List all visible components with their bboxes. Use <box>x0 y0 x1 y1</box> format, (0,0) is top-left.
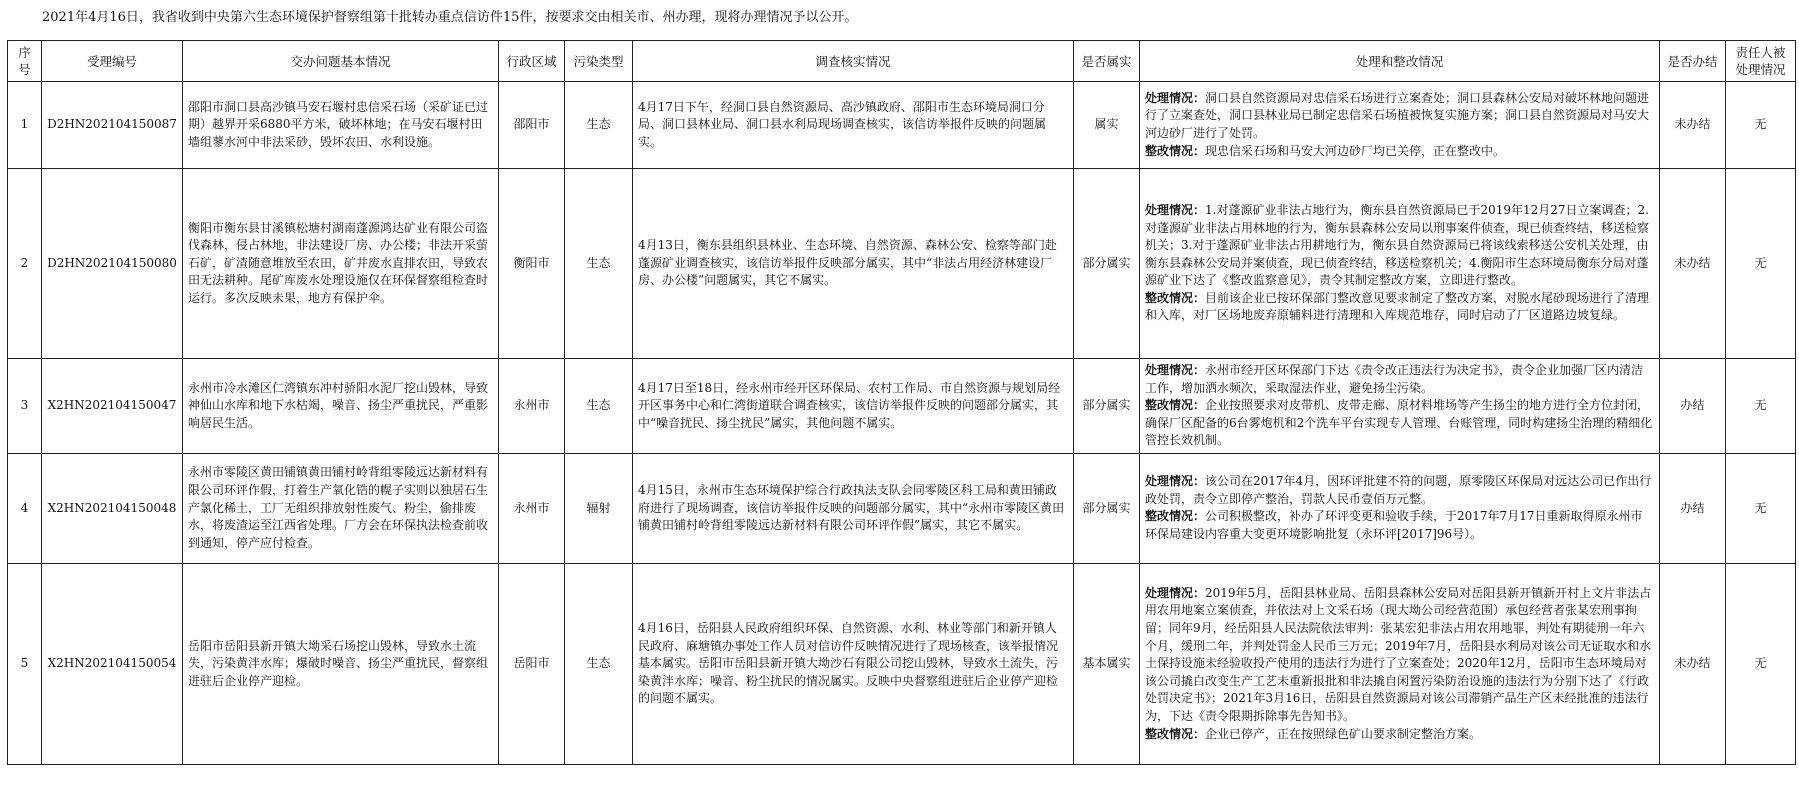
header-problem: 交办问题基本情况 <box>183 41 499 82</box>
cell-closed: 未办结 <box>1660 563 1726 764</box>
cell-closed: 办结 <box>1660 453 1726 563</box>
cell-problem: 永州市零陵区黄田铺镇黄田铺村岭背组零陵远达新材料有限公司环评作假，打着生产氧化锆的幌子实则以独居石生产氯化稀土，工厂无组织排放射性废气、粉尘，偷排废水，将废渣运至江西省处理。厂方会在环保执法检查前收到通知，停产应付检查。 <box>183 453 499 563</box>
cell-verified: 部分属实 <box>1074 359 1140 454</box>
handling-text: 永州市经开区环保部门下达《责令改正违法行为决定书》，责令企业加强厂区内清洁工作，增加洒水频次，采取湿法作业，避免扬尘污染。 <box>1145 363 1644 395</box>
handling-label: 处理情况： <box>1145 363 1206 377</box>
cell-handling <box>1140 169 1660 359</box>
cell-region: 永州市 <box>499 359 565 454</box>
handling-label: 处理情况： <box>1145 585 1206 600</box>
cell-accountability: 无 <box>1726 169 1796 359</box>
rectify-text: 企业已停产，正在按照绿色矿山要求制定整治方案。 <box>1205 726 1482 741</box>
rectify-label: 整改情况： <box>1145 509 1206 524</box>
cell-problem: 邵阳市洞口县高沙镇马安石堰村忠信采石场（采矿证已过期）越界开采6880平方米，破坏林地；在马安石堰村田墙组蓼水河中非法采砂，毁坏农田、水利设施。 <box>183 82 499 169</box>
cell-no: 3 <box>8 359 42 454</box>
handling-label: 处理情况： <box>1145 474 1206 489</box>
cell-type: 辐射 <box>565 453 633 563</box>
header-type: 污染类型 <box>565 41 633 82</box>
header-accountability: 责任人被处理情况 <box>1726 41 1796 82</box>
cell-no: 4 <box>8 453 42 563</box>
rectify-label: 整改情况： <box>1145 726 1206 741</box>
cell-closed: 办结 <box>1660 359 1726 454</box>
header-region: 行政区域 <box>499 41 565 82</box>
header-closed: 是否办结 <box>1660 41 1726 82</box>
cell-region: 岳阳市 <box>499 563 565 764</box>
cell-id: X2HN202104150054 <box>42 563 183 764</box>
table-row <box>8 359 1796 454</box>
cell-handling <box>1140 453 1660 563</box>
table-row <box>8 453 1796 563</box>
cell-handling <box>1140 82 1660 169</box>
rectify-text: 公司积极整改，补办了环评变更和验收手续，于2017年7月17日重新取得原永州市环保局建设内容重大变更环境影响批复（永环评[2017]96号）。 <box>1145 509 1643 542</box>
table-row <box>8 563 1796 764</box>
cell-id: X2HN202104150047 <box>42 359 183 454</box>
cell-handling <box>1140 563 1660 764</box>
cell-verified: 部分属实 <box>1074 169 1140 359</box>
handling-label: 处理情况： <box>1145 90 1206 105</box>
cell-accountability: 无 <box>1726 359 1796 454</box>
cell-verified: 属实 <box>1074 82 1140 169</box>
cell-accountability: 无 <box>1726 82 1796 169</box>
cell-investigation: 4月17日至18日，经永州市经开区环保局、农村工作局、市自然资源与规划局经开区事务中心和仁湾街道联合调查核实，该信访举报件反映的问题部分属实，其中“噪音扰民、扬尘扰民”属实，其他问题不属实。 <box>633 359 1074 454</box>
header-id: 受理编号 <box>42 41 183 82</box>
cell-region: 永州市 <box>499 453 565 563</box>
cell-no: 5 <box>8 563 42 764</box>
cell-accountability: 无 <box>1726 563 1796 764</box>
intro-text: 2021年4月16日，我省收到中央第六生态环境保护督察组第十批转办重点信访件15件，按要求交由相关市、州办理，现将办理情况予以公开。 <box>42 10 858 25</box>
cell-no: 2 <box>8 169 42 359</box>
table-row <box>8 82 1796 169</box>
cell-region: 衡阳市 <box>499 169 565 359</box>
rectify-label: 整改情况： <box>1145 290 1206 305</box>
handling-text: 该公司在2017年4月，因环评批建不符的问题，原零陵区环保局对远达公司已作出行政处罚，责令立即停产整治，罚款人民币壹佰万元整。 <box>1145 474 1652 506</box>
cell-no: 1 <box>8 82 42 169</box>
header-investigation: 调查核实情况 <box>633 41 1074 82</box>
cell-investigation: 4月15日，永州市生态环境保护综合行政执法支队会同零陵区科工局和黄田铺政府进行了现场调查，该信访举报件反映的问题部分属实，其中“永州市零陵区黄田铺黄田铺村岭背组零陵远达新材料有限公司环评作假”属实，其它不属实。 <box>633 453 1074 563</box>
cell-id: D2HN202104150087 <box>42 82 183 169</box>
petition-table <box>7 40 1796 765</box>
handling-label: 处理情况： <box>1145 202 1206 217</box>
cell-handling <box>1140 359 1660 454</box>
cell-type: 生态 <box>565 82 633 169</box>
cell-problem: 衡阳市衡东县甘溪镇松塘村湖南蓬源鸿达矿业有限公司盗伐森林，侵占林地，非法建设厂房、办公楼；非法开采萤石矿，矿渣随意堆放至农田，矿井废水直排农田，导致农田无法耕种。尾矿库废水处理设施仅在环保督察组检查时运行。多次反映未果，地方有保护伞。 <box>183 169 499 359</box>
cell-verified: 基本属实 <box>1074 563 1140 764</box>
cell-type: 生态 <box>565 563 633 764</box>
header-no: 序号 <box>8 41 42 82</box>
rectify-label: 整改情况： <box>1145 143 1206 158</box>
handling-text: 2019年5月，岳阳县林业局、岳阳县森林公安局对岳阳县新开镇新开村上文片非法占用农用地案立案侦查，并依法对上文采石场（现大坳公司经营范围）承包经营者张某宏刑事拘留；同年9月，经岳阳县人民法院依法审判：张某宏犯非法占用农用地罪，判处有期徒刑一年六个月，缓刑二年，并判处罚金人民币三万元；2019年7月，岳阳县水利局对该公司无证取水和水土保持设施未经验收投产使用的违法行为进行了立案查处；2020年12月，岳阳市生态环境局对该公司撬白改变生产工艺未重新报批和非法撬自闲置污染防治设施的违法行为分别下达了《行政处罚决定书》；2021年3月16日，岳阳县自然资源局对该公司滞销产品生产区未经批准的违法行为，下达《责令限期拆除事先告知书》。 <box>1145 585 1652 723</box>
rectify-label: 整改情况： <box>1145 398 1206 413</box>
cell-closed: 未办结 <box>1660 82 1726 169</box>
cell-verified: 部分属实 <box>1074 453 1140 563</box>
header-handling: 处理和整改情况 <box>1140 41 1660 82</box>
cell-closed: 未办结 <box>1660 169 1726 359</box>
cell-id: D2HN202104150080 <box>42 169 183 359</box>
header-row <box>8 41 1796 82</box>
cell-region: 邵阳市 <box>499 82 565 169</box>
cell-investigation: 4月17日下午，经洞口县自然资源局、高沙镇政府、邵阳市生态环境局洞口分局、洞口县林业局、洞口县水利局现场调查核实，该信访举报件反映的问题属实。 <box>633 82 1074 169</box>
cell-type: 生态 <box>565 359 633 454</box>
cell-type: 生态 <box>565 169 633 359</box>
cell-id: X2HN202104150048 <box>42 453 183 563</box>
table-row <box>8 169 1796 359</box>
cell-problem: 永州市冷水滩区仁湾镇东冲村骄阳水泥厂挖山毁林，导致神仙山水库和地下水枯竭，噪音、扬尘严重扰民，严重影响居民生活。 <box>183 359 499 454</box>
handling-text: 1.对蓬源矿业非法占地行为，衡东县自然资源局已于2019年12月27日立案调查；2.对蓬源矿业非法占用林地的行为，衡东县森林公安局以刑事案件侦查，现已侦查终结，移送检察机关；3.对于蓬源矿业非法占用耕地行为，衡东县自然资源局已将该线索移送公安机关处理，由衡东县森林公安局并案侦查，现已侦查终结，移送检察机关；4.衡阳市生态环境局衡东分局对蓬源矿业下达了《整改监察意见》，责令其制定整改方案，立即进行整改。 <box>1145 202 1650 288</box>
cell-accountability: 无 <box>1726 453 1796 563</box>
cell-problem: 岳阳市岳阳县新开镇大坳采石场挖山毁林，导致水土流失，污染黄泮水库；爆破时噪音、扬尘严重扰民，督察组进驻后企业停产迎检。 <box>183 563 499 764</box>
rectify-text: 企业按照要求对皮带机、皮带走廊、原材料堆场等产生扬尘的地方进行全方位封闭，确保厂区配备的6台雾炮机和2个洗车平台实现专人管理、台账管理，同时构建扬尘治理的精细化管控长效机制。 <box>1145 398 1653 448</box>
cell-investigation: 4月13日，衡东县组织县林业、生态环境、自然资源、森林公安、检察等部门赴蓬源矿业调查核实，该信访举报件反映部分属实，其中“非法占用经济林建设厂房、办公楼”问题属实，其它不属实。 <box>633 169 1074 359</box>
cell-investigation: 4月16日，岳阳县人民政府组织环保、自然资源、水利、林业等部门和新开镇人民政府、麻塘镇办事处工作人员对信访件反映情况进行了现场核查，该举报情况基本属实。岳阳市岳阳县新开镇大坳沙石有限公司挖山毁林，导致水土流失，污染黄泮水库；噪音、粉尘扰民的情况属实。反映中央督察组进驻后企业停产迎检的问题不属实。 <box>633 563 1074 764</box>
rectify-text: 现忠信采石场和马安大河边砂厂均已关停，正在整改中。 <box>1205 143 1506 158</box>
header-verified: 是否属实 <box>1074 41 1140 82</box>
rectify-text: 目前该企业已按环保部门整改意见要求制定了整改方案，对脱水尾砂现场进行了清理和入库，对厂区场地废弃原辅料进行清理和入库规范堆存，同时启动了厂区道路边坡复绿。 <box>1145 290 1650 323</box>
handling-text: 洞口县自然资源局对忠信采石场进行立案查处；洞口县森林公安局对破坏林地问题进行了立案查处，洞口县林业局已制定忠信采石场植被恢复实施方案；洞口县自然资源局对马安大河边砂厂进行了处罚。 <box>1145 90 1650 140</box>
